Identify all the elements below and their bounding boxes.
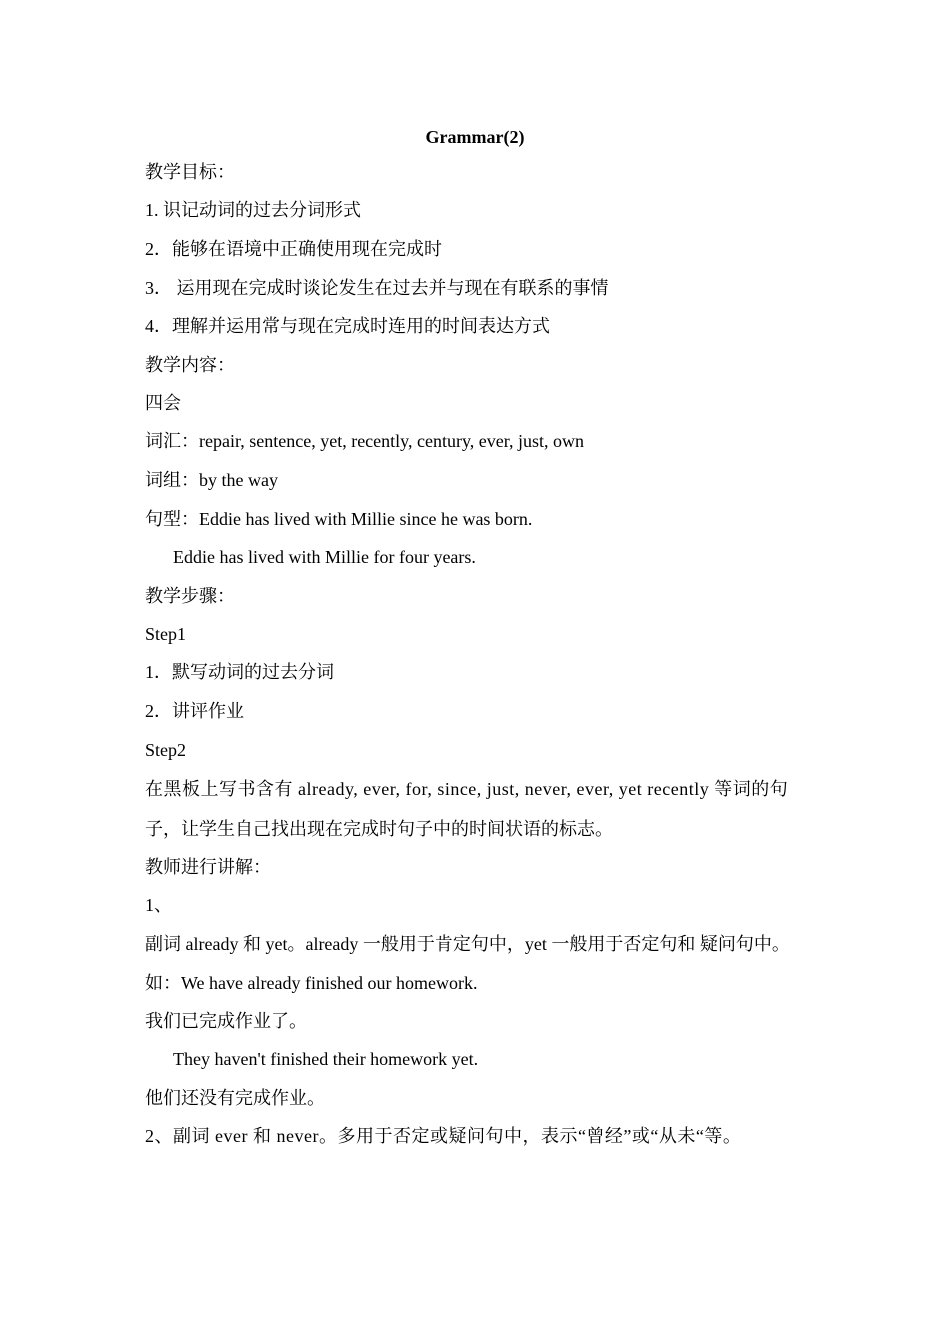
explanation-item-1-number: 1、 [145,895,172,915]
example-sentence-1: 如：We have already finished our homework. [145,973,478,993]
section-heading-steps: 教学步骤： [145,586,235,606]
example-translation-2: 他们还没有完成作业。 [145,1088,325,1108]
sentence-pattern-line: 句型：Eddie has lived with Millie since he was born. [145,509,533,529]
section-heading-content: 教学内容： [145,355,235,375]
objective-item-4: 4．理解并运用常与现在完成时连用的时间表达方式 [145,316,550,336]
step-2-paragraph-line-1: 在黑板上写书含有 already, ever, for, since, just, never, ever, yet recently 等词的句 [145,779,789,799]
step-1-heading: Step1 [145,624,187,644]
objective-item-2: 2．能够在语境中正确使用现在完成时 [145,239,442,259]
step-1-item-2: 2．讲评作业 [145,701,244,721]
sentence-pattern-line-2: Eddie has lived with Millie for four years. [173,547,476,567]
content-subheading: 四会 [145,393,181,413]
vocabulary-line: 词汇：repair, sentence, yet, recently, century, ever, just, own [145,431,585,451]
example-translation-1: 我们已完成作业了。 [145,1011,307,1031]
step-2-heading: Step2 [145,740,187,760]
phrase-line: 词组：by the way [145,470,278,490]
objective-item-3: 3． 运用现在完成时谈论发生在过去并与现在有联系的事情 [145,278,609,298]
explanation-item-2-text: 2、副词 ever 和 never。多用于否定或疑问句中，表示“曾经”或“从未“等。 [145,1126,742,1146]
teacher-explanation-heading: 教师进行讲解： [145,857,271,877]
step-2-paragraph-line-2: 子，让学生自己找出现在完成时句子中的时间状语的标志。 [145,819,613,839]
explanation-item-1-text: 副词 already 和 yet。already 一般用于肯定句中，yet 一般用于否定句和 疑问句中。 [145,934,790,954]
document-title: Grammar(2) [425,127,525,147]
step-1-item-1: 1．默写动词的过去分词 [145,662,334,682]
example-sentence-2: They haven't finished their homework yet. [173,1049,479,1069]
section-heading-objectives: 教学目标： [145,162,235,182]
objective-item-1: 1. 识记动词的过去分词形式 [145,200,361,220]
